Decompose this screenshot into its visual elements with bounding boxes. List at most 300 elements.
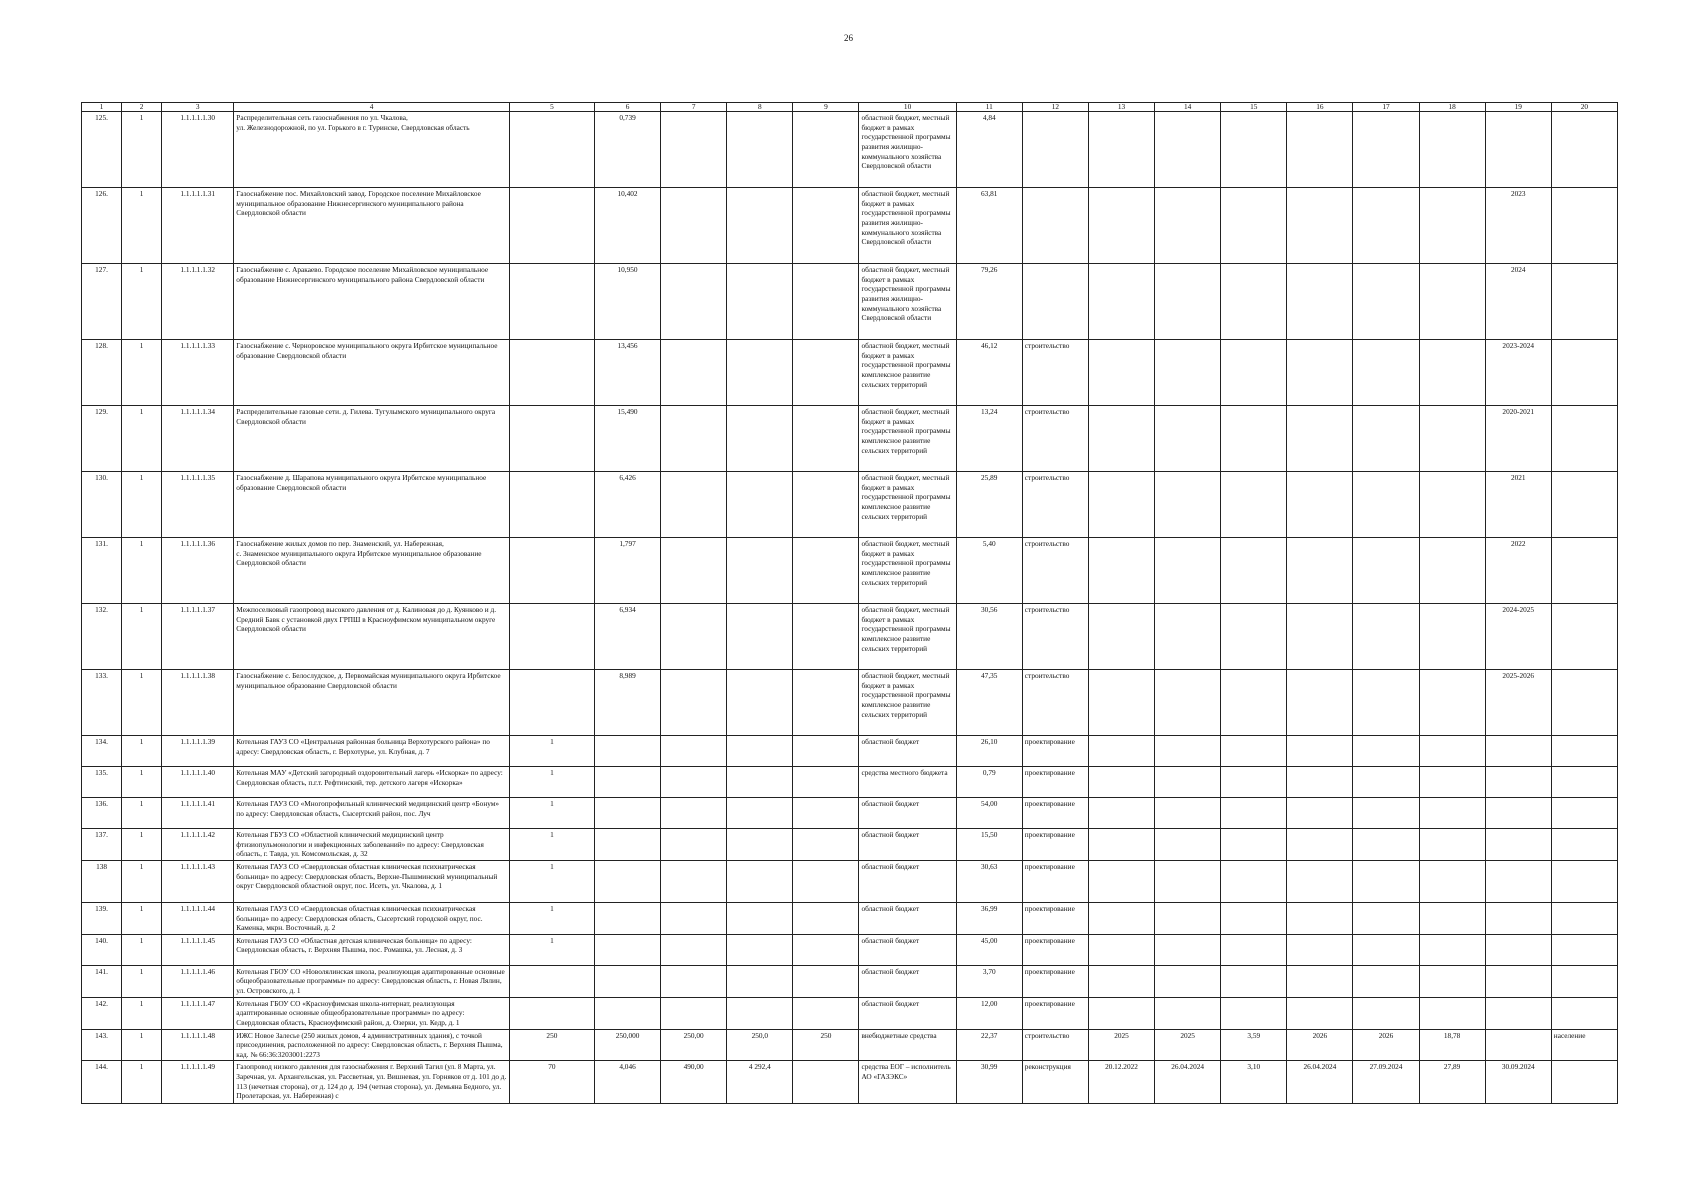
- table-cell: 4,84: [956, 112, 1022, 188]
- table-cell: 137.: [82, 829, 122, 861]
- column-number-row: [82, 103, 1618, 112]
- table-cell: [1022, 188, 1088, 264]
- table-cell: 1: [122, 934, 162, 965]
- table-cell: 3,10: [1221, 1061, 1287, 1104]
- table-cell: 27,89: [1419, 1061, 1485, 1104]
- table-cell: [1551, 1061, 1617, 1104]
- table-cell: 1: [122, 829, 162, 861]
- table-cell: проектирование: [1022, 736, 1088, 767]
- table-cell: [1485, 829, 1551, 861]
- table-cell: 1.1.1.1.1.37: [162, 604, 234, 670]
- table-cell: 30,99: [956, 1061, 1022, 1104]
- table-cell: [1287, 767, 1353, 798]
- table-cell: 12,00: [956, 997, 1022, 1029]
- table-cell: 142.: [82, 997, 122, 1029]
- table-cell: [1353, 860, 1419, 902]
- table-cell: [1155, 604, 1221, 670]
- table-cell: [509, 406, 594, 472]
- table-cell: [1221, 604, 1287, 670]
- table-cell: [1485, 798, 1551, 829]
- column-header: 3: [162, 103, 234, 112]
- table-cell: [727, 112, 793, 188]
- table-cell: [1088, 902, 1154, 934]
- table-cell: 18,78: [1419, 1029, 1485, 1061]
- table-cell: [1353, 538, 1419, 604]
- table-cell: 1: [122, 860, 162, 902]
- table-cell: [727, 604, 793, 670]
- table-cell: 1: [509, 736, 594, 767]
- table-cell: [793, 829, 859, 861]
- table-cell: [793, 264, 859, 340]
- table-row: [82, 604, 1618, 670]
- table-cell: [1485, 860, 1551, 902]
- table-cell: [727, 829, 793, 861]
- table-cell: внебюджетные средства: [859, 1029, 956, 1061]
- table-cell: [509, 997, 594, 1029]
- table-cell: 129.: [82, 406, 122, 472]
- table-cell: 3,59: [1221, 1029, 1287, 1061]
- table-cell: [1088, 736, 1154, 767]
- table-cell: [1221, 538, 1287, 604]
- table-cell: 2024-2025: [1485, 604, 1551, 670]
- table-cell: [1353, 340, 1419, 406]
- table-cell: 3,70: [956, 965, 1022, 997]
- table-cell: [1419, 829, 1485, 861]
- table-cell: [1419, 965, 1485, 997]
- table-cell: 8,989: [594, 670, 660, 736]
- table-cell: [793, 767, 859, 798]
- table-cell: [1551, 264, 1617, 340]
- table-cell: [1353, 934, 1419, 965]
- table-cell: [661, 736, 727, 767]
- table-cell: 1.1.1.1.1.32: [162, 264, 234, 340]
- table-cell: [594, 798, 660, 829]
- table-cell: [1353, 188, 1419, 264]
- table-cell: 6,934: [594, 604, 660, 670]
- table-cell: областной бюджет: [859, 736, 956, 767]
- table-cell: [509, 670, 594, 736]
- table-cell: 1: [509, 860, 594, 902]
- table-cell: 1: [122, 1029, 162, 1061]
- table-cell: [594, 767, 660, 798]
- table-cell: [1287, 829, 1353, 861]
- table-cell: [1419, 188, 1485, 264]
- table-cell: [1419, 406, 1485, 472]
- table-cell: 135.: [82, 767, 122, 798]
- table-cell: [1287, 934, 1353, 965]
- table-cell: 13,456: [594, 340, 660, 406]
- table-cell: 134.: [82, 736, 122, 767]
- table-cell: [661, 472, 727, 538]
- table-cell: [594, 736, 660, 767]
- table-cell: Котельная ГАУЗ СО «Центральная районная больница Верхотурского района» по адресу: Свердловская область, г. Верхотурье, ул. Клубная, д. 7: [234, 736, 510, 767]
- table-cell: [1088, 538, 1154, 604]
- table-cell: [793, 340, 859, 406]
- table-row: [82, 1061, 1618, 1104]
- table-cell: [1551, 670, 1617, 736]
- table-cell: 250: [509, 1029, 594, 1061]
- table-cell: 1.1.1.1.1.34: [162, 406, 234, 472]
- table-cell: [1221, 472, 1287, 538]
- table-cell: [793, 736, 859, 767]
- table-cell: 15,50: [956, 829, 1022, 861]
- table-cell: 1.1.1.1.1.48: [162, 1029, 234, 1061]
- table-cell: [661, 934, 727, 965]
- table-cell: [661, 264, 727, 340]
- table-cell: [594, 902, 660, 934]
- table-cell: [793, 472, 859, 538]
- table-row: [82, 829, 1618, 861]
- column-header: 17: [1353, 103, 1419, 112]
- table-cell: [1221, 965, 1287, 997]
- table-cell: [1353, 736, 1419, 767]
- column-header: 12: [1022, 103, 1088, 112]
- table-cell: [1551, 860, 1617, 902]
- table-cell: [727, 406, 793, 472]
- table-cell: [1287, 340, 1353, 406]
- table-cell: 143.: [82, 1029, 122, 1061]
- table-cell: 1: [122, 406, 162, 472]
- table-row: [82, 965, 1618, 997]
- table-cell: [1419, 340, 1485, 406]
- table-cell: [793, 604, 859, 670]
- table-cell: областной бюджет, местный бюджет в рамках государственной программы развития жилищно-коммунального хозяйства Свердловской области: [859, 264, 956, 340]
- table-cell: [1551, 934, 1617, 965]
- table-cell: [661, 188, 727, 264]
- table-cell: средства ЕОГ – исполнитель АО «ГАЗЭКС»: [859, 1061, 956, 1104]
- table-cell: строительство: [1022, 604, 1088, 670]
- table-cell: 138: [82, 860, 122, 902]
- table-cell: областной бюджет, местный бюджет в рамках государственной программы развития жилищно-коммунального хозяйства Свердловской области: [859, 112, 956, 188]
- table-cell: [661, 829, 727, 861]
- table-cell: 36,99: [956, 902, 1022, 934]
- table-cell: 2026: [1353, 1029, 1419, 1061]
- table-cell: 47,35: [956, 670, 1022, 736]
- table-cell: 1.1.1.1.1.40: [162, 767, 234, 798]
- table-cell: [1353, 670, 1419, 736]
- table-cell: [661, 767, 727, 798]
- table-cell: [1221, 406, 1287, 472]
- table-cell: 2021: [1485, 472, 1551, 538]
- table-cell: [1551, 340, 1617, 406]
- table-cell: строительство: [1022, 1029, 1088, 1061]
- column-header: 13: [1088, 103, 1154, 112]
- table-cell: 1.1.1.1.1.42: [162, 829, 234, 861]
- table-cell: 1: [122, 997, 162, 1029]
- table-cell: 1: [122, 112, 162, 188]
- table-cell: [1287, 860, 1353, 902]
- table-cell: [1221, 860, 1287, 902]
- table-cell: [793, 934, 859, 965]
- table-cell: [727, 767, 793, 798]
- table-cell: 1.1.1.1.1.35: [162, 472, 234, 538]
- table-cell: Газоснабжение пос. Михайловский завод. Городское поселение Михайловское муниципальное образование Нижнесергинского муниципального района Свердловской области: [234, 188, 510, 264]
- column-header: 6: [594, 103, 660, 112]
- table-cell: строительство: [1022, 340, 1088, 406]
- table-cell: [727, 670, 793, 736]
- table-cell: [793, 798, 859, 829]
- table-cell: 13,24: [956, 406, 1022, 472]
- table-cell: [1221, 767, 1287, 798]
- table-cell: [793, 1061, 859, 1104]
- table-cell: 10,402: [594, 188, 660, 264]
- table-cell: 1.1.1.1.1.36: [162, 538, 234, 604]
- table-cell: Распределительные газовые сети. д. Гилева. Тугулымского муниципального округа Свердловской области: [234, 406, 510, 472]
- table-cell: [661, 340, 727, 406]
- table-cell: 250: [793, 1029, 859, 1061]
- table-cell: 1: [122, 340, 162, 406]
- table-cell: 1.1.1.1.1.44: [162, 902, 234, 934]
- table-cell: Котельная ГАУЗ СО «Многопрофильный клинический медицинский центр «Бонум» по адресу: Свердловская область, Сысертский район, пос. Луч: [234, 798, 510, 829]
- table-cell: [727, 860, 793, 902]
- table-row: [82, 767, 1618, 798]
- table-cell: [1287, 798, 1353, 829]
- column-header: 16: [1287, 103, 1353, 112]
- investment-program-table: [81, 102, 1618, 1104]
- table-cell: [1088, 406, 1154, 472]
- table-cell: [1551, 965, 1617, 997]
- table-cell: [661, 965, 727, 997]
- table-cell: [793, 860, 859, 902]
- table-cell: [1419, 902, 1485, 934]
- table-cell: 46,12: [956, 340, 1022, 406]
- table-cell: [1485, 965, 1551, 997]
- table-cell: [1419, 472, 1485, 538]
- table-cell: [661, 860, 727, 902]
- table-cell: проектирование: [1022, 902, 1088, 934]
- table-cell: 20.12.2022: [1088, 1061, 1154, 1104]
- table-cell: Межпоселковый газопровод высокого давления от д. Калиновая до д. Куянково и д. Средний Бавк с установкой двух ГРПШ в Красноуфимском муниципальном округе Свердловской области: [234, 604, 510, 670]
- table-cell: 1.1.1.1.1.46: [162, 965, 234, 997]
- table-cell: [1221, 264, 1287, 340]
- table-cell: 0,79: [956, 767, 1022, 798]
- table-cell: 25,89: [956, 472, 1022, 538]
- table-cell: 2023: [1485, 188, 1551, 264]
- table-cell: 1.1.1.1.1.45: [162, 934, 234, 965]
- table-cell: 54,00: [956, 798, 1022, 829]
- table-cell: 1.1.1.1.1.31: [162, 188, 234, 264]
- table-cell: [1155, 829, 1221, 861]
- table-cell: 15,490: [594, 406, 660, 472]
- table-cell: 1: [122, 670, 162, 736]
- table-cell: 30,63: [956, 860, 1022, 902]
- table-cell: [509, 112, 594, 188]
- table-cell: [661, 406, 727, 472]
- table-cell: [1155, 670, 1221, 736]
- table-row: [82, 188, 1618, 264]
- table-cell: 26.04.2024: [1287, 1061, 1353, 1104]
- table-cell: [1287, 188, 1353, 264]
- table-cell: областной бюджет: [859, 934, 956, 965]
- table-cell: [661, 538, 727, 604]
- table-cell: [1088, 860, 1154, 902]
- table-cell: [793, 670, 859, 736]
- table-cell: 22,37: [956, 1029, 1022, 1061]
- table-cell: 1: [122, 538, 162, 604]
- table-cell: [793, 112, 859, 188]
- table-cell: Котельная МАУ «Детский загородный оздоровительный лагерь «Искорка» по адресу: Свердловская область, п.г.т. Рефтинский, тер. детского лагеря «Искорка»: [234, 767, 510, 798]
- table-cell: 131.: [82, 538, 122, 604]
- table-cell: [793, 538, 859, 604]
- table-row: [82, 538, 1618, 604]
- table-cell: [1155, 902, 1221, 934]
- table-cell: реконструкция: [1022, 1061, 1088, 1104]
- table-cell: [1088, 112, 1154, 188]
- table-cell: [1088, 997, 1154, 1029]
- table-cell: [1353, 798, 1419, 829]
- table-cell: [1221, 340, 1287, 406]
- table-cell: областной бюджет, местный бюджет в рамках государственной программы комплексное развитие сельских территорий: [859, 538, 956, 604]
- table-cell: [1221, 798, 1287, 829]
- table-cell: [793, 188, 859, 264]
- table-cell: строительство: [1022, 538, 1088, 604]
- table-cell: проектирование: [1022, 965, 1088, 997]
- table-cell: 1.1.1.1.1.47: [162, 997, 234, 1029]
- column-header: 9: [793, 103, 859, 112]
- table-cell: 139.: [82, 902, 122, 934]
- table-cell: [661, 112, 727, 188]
- table-cell: [793, 997, 859, 1029]
- table-cell: 144.: [82, 1061, 122, 1104]
- table-cell: [1088, 472, 1154, 538]
- table-cell: проектирование: [1022, 767, 1088, 798]
- table-row: [82, 670, 1618, 736]
- table-cell: [509, 965, 594, 997]
- table-cell: 79,26: [956, 264, 1022, 340]
- table-cell: [793, 406, 859, 472]
- table-cell: [1551, 604, 1617, 670]
- table-row: [82, 472, 1618, 538]
- table-cell: областной бюджет: [859, 829, 956, 861]
- table-cell: [594, 829, 660, 861]
- table-cell: [727, 538, 793, 604]
- column-header: 18: [1419, 103, 1485, 112]
- table-cell: 1: [122, 902, 162, 934]
- table-cell: проектирование: [1022, 829, 1088, 861]
- table-cell: [727, 736, 793, 767]
- table-cell: строительство: [1022, 670, 1088, 736]
- table-cell: [1088, 264, 1154, 340]
- column-header: 2: [122, 103, 162, 112]
- table-cell: областной бюджет, местный бюджет в рамках государственной программы развития жилищно-коммунального хозяйства Свердловской области: [859, 188, 956, 264]
- table-cell: [1155, 736, 1221, 767]
- table-cell: 250,000: [594, 1029, 660, 1061]
- table-cell: Газоснабжение с. Черноровское муниципального округа Ирбитское муниципальное образование Свердловской области: [234, 340, 510, 406]
- table-cell: 136.: [82, 798, 122, 829]
- table-cell: 133.: [82, 670, 122, 736]
- table-cell: строительство: [1022, 472, 1088, 538]
- table-cell: [1088, 798, 1154, 829]
- table-cell: население: [1551, 1029, 1617, 1061]
- table-cell: 1: [509, 902, 594, 934]
- table-cell: Котельная ГАУЗ СО «Свердловская областная клиническая психиатрическая больница» по адресу: Свердловская область, Верхне-Пышминский муниципальный округ Свердловской областной округ, пос. Исеть, ул. Чкалова, д. 1: [234, 860, 510, 902]
- table-cell: [793, 902, 859, 934]
- table-row: [82, 1029, 1618, 1061]
- table-row: [82, 340, 1618, 406]
- table-cell: 1: [509, 767, 594, 798]
- table-cell: 1,797: [594, 538, 660, 604]
- table-cell: Газоснабжение д. Шарапова муниципального округа Ирбитское муниципальное образование Свердловской области: [234, 472, 510, 538]
- table-cell: [509, 604, 594, 670]
- table-cell: [1353, 965, 1419, 997]
- table-cell: [1419, 997, 1485, 1029]
- table-cell: [1419, 604, 1485, 670]
- table-cell: [1551, 997, 1617, 1029]
- table-cell: проектирование: [1022, 997, 1088, 1029]
- table-cell: [1485, 997, 1551, 1029]
- table-cell: 140.: [82, 934, 122, 965]
- table-cell: 30,56: [956, 604, 1022, 670]
- table-row: [82, 264, 1618, 340]
- table-cell: [1287, 538, 1353, 604]
- table-row: [82, 902, 1618, 934]
- table-cell: 1.1.1.1.1.33: [162, 340, 234, 406]
- table-cell: [509, 472, 594, 538]
- table-cell: [1221, 902, 1287, 934]
- table-cell: [1551, 736, 1617, 767]
- table-cell: 45,00: [956, 934, 1022, 965]
- table-cell: [1221, 112, 1287, 188]
- table-cell: 5,40: [956, 538, 1022, 604]
- table-cell: [1419, 112, 1485, 188]
- table-cell: [1088, 188, 1154, 264]
- table-cell: [1353, 264, 1419, 340]
- table-cell: [509, 340, 594, 406]
- table-cell: 2023-2024: [1485, 340, 1551, 406]
- table-cell: [1419, 860, 1485, 902]
- table-cell: 2025-2026: [1485, 670, 1551, 736]
- table-cell: [1485, 934, 1551, 965]
- table-cell: проектирование: [1022, 798, 1088, 829]
- table-cell: [1551, 188, 1617, 264]
- table-cell: 4 292,4: [727, 1061, 793, 1104]
- table-cell: 2024: [1485, 264, 1551, 340]
- table-cell: 10,950: [594, 264, 660, 340]
- table-cell: [727, 264, 793, 340]
- column-header: 11: [956, 103, 1022, 112]
- table-cell: [1287, 406, 1353, 472]
- table-cell: [1353, 767, 1419, 798]
- table-cell: 126.: [82, 188, 122, 264]
- table-cell: Газоснабжение жилых домов по пер. Знаменский, ул. Набережная, с. Знаменское муниципального округа Ирбитское муниципальное образование Свердловской области: [234, 538, 510, 604]
- table-cell: Котельная ГАУЗ СО «Свердловская областная клиническая психиатрическая больница» по адресу: Свердловская область, Сысертский городской округ, пос. Каменка, мкрн. Восточный, д. 2: [234, 902, 510, 934]
- table-cell: 1.1.1.1.1.43: [162, 860, 234, 902]
- table-cell: областной бюджет, местный бюджет в рамках государственной программы комплексное развитие сельских территорий: [859, 472, 956, 538]
- table-cell: [1485, 736, 1551, 767]
- table-cell: [1551, 472, 1617, 538]
- table-cell: 70: [509, 1061, 594, 1104]
- table-cell: Котельная ГБОУ СО «Новолялинская школа, реализующая адаптированные основные общеобразовательные программы» по адресу: Свердловская область, г. Новая Лялин, ул. Островского, д. 1: [234, 965, 510, 997]
- table-cell: [1419, 538, 1485, 604]
- table-cell: Котельная ГАУЗ СО «Областная детская клиническая больница» по адресу: Свердловская область, г. Верхняя Пышма, пос. Ромашка, ул. Лесная, д. 3: [234, 934, 510, 965]
- table-cell: [661, 997, 727, 1029]
- table-cell: [1155, 112, 1221, 188]
- table-cell: 250,0: [727, 1029, 793, 1061]
- table-cell: 1: [122, 965, 162, 997]
- table-cell: [1287, 736, 1353, 767]
- table-cell: средства местного бюджета: [859, 767, 956, 798]
- table-cell: [1287, 264, 1353, 340]
- table-cell: проектирование: [1022, 860, 1088, 902]
- table-cell: [1287, 997, 1353, 1029]
- table-cell: 1.1.1.1.1.30: [162, 112, 234, 188]
- table-row: [82, 997, 1618, 1029]
- table-cell: [1155, 188, 1221, 264]
- table-cell: [727, 340, 793, 406]
- table-cell: областной бюджет, местный бюджет в рамках государственной программы комплексное развитие сельских территорий: [859, 670, 956, 736]
- table-cell: 250,00: [661, 1029, 727, 1061]
- table-cell: [1088, 934, 1154, 965]
